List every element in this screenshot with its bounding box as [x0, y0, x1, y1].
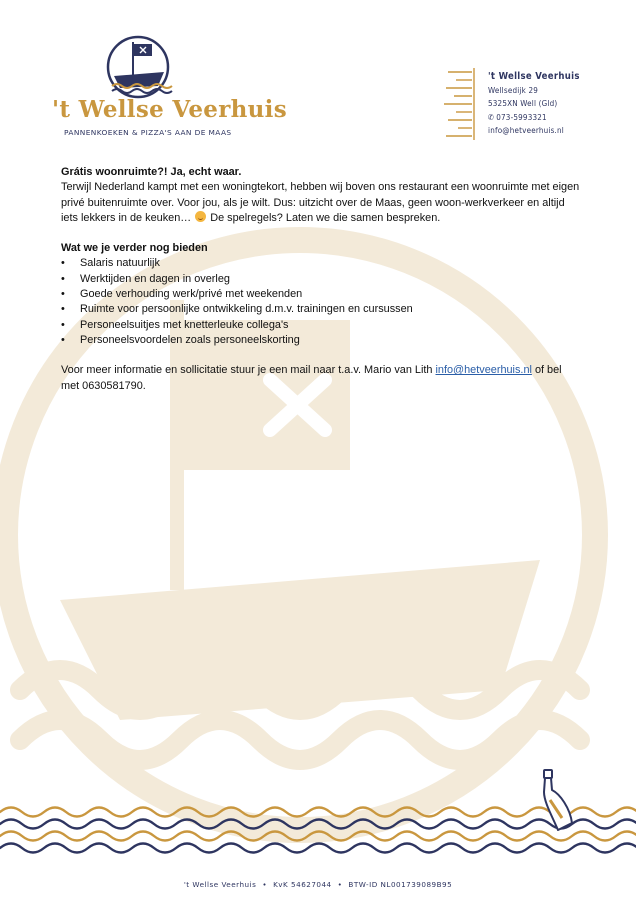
letter-body — [61, 165, 581, 394]
ladder-decoration-graphic — [442, 66, 482, 142]
footer-separator: • — [262, 880, 268, 889]
bullet-icon: • — [61, 333, 65, 346]
footer-name: 't Wellse Veerhuis — [183, 880, 257, 889]
footer-kvk: KvK 54627044 — [273, 880, 332, 889]
benefit-text: Goede verhouding werk/privé met weekenden — [80, 288, 303, 301]
contact-text: Voor meer informatie en sollicitatie stuur je een mail naar t.a.v. Mario van Lith — [61, 364, 433, 377]
address-phone-line — [488, 111, 628, 125]
footer-separator: • — [337, 880, 343, 889]
benefit-text: Werktijden en dagen in overleg — [80, 272, 230, 285]
address-block — [488, 70, 628, 138]
address-street: Wellsedijk 29 — [488, 85, 539, 95]
list-item — [61, 333, 581, 348]
benefit-text: Personeelsuitjes met knetterleuke collega's — [80, 318, 289, 331]
contact-text-end: of bel met 0630581790. — [61, 364, 562, 392]
footer — [0, 880, 636, 889]
address-email[interactable]: info@hetveerhuis.nl — [488, 126, 564, 135]
benefits-list — [61, 256, 581, 348]
bullet-icon: • — [61, 257, 65, 270]
message-bottle-icon — [536, 768, 586, 838]
benefit-text: Ruimte voor persoonlijke ontwikkeling d.m.v. trainingen en cursussen — [80, 303, 413, 316]
list-item — [61, 302, 581, 317]
bullet-icon: • — [61, 272, 65, 285]
list-item — [61, 272, 581, 287]
bullet-icon: • — [61, 288, 65, 301]
bullet-icon: • — [61, 303, 65, 316]
address-phone: 073-5993321 — [496, 112, 547, 122]
benefit-text: Salaris natuurlijk — [80, 257, 160, 270]
list-item — [61, 318, 581, 333]
phone-icon: ✆ — [488, 112, 495, 122]
intro-text-end: De spelregels? Laten we die samen bespreken. — [210, 211, 441, 224]
benefit-text: Personeelsvoordelen zoals personeelskorting — [80, 333, 300, 346]
intro-heading: Grátis woonruimte?! Ja, echt waar. — [61, 166, 242, 178]
intro-paragraph — [61, 180, 581, 226]
email-link[interactable]: info@hetveerhuis.nl — [435, 364, 532, 377]
list-item — [61, 287, 581, 302]
footer-btw: BTW-ID NL001739089B95 — [348, 880, 453, 889]
address-name: 't Wellse Veerhuis — [488, 71, 580, 82]
brand-name: 't Wellse Veerhuis — [52, 96, 287, 123]
brand-tagline: PANNENKOEKEN & PIZZA'S AAN DE MAAS — [64, 128, 232, 137]
winking-face-icon — [195, 211, 206, 222]
benefits-heading: Wat we je verder nog bieden — [61, 242, 208, 255]
address-city: 5325XN Well (Gld) — [488, 99, 558, 108]
bullet-icon: • — [61, 318, 65, 331]
contact-paragraph — [61, 363, 581, 394]
list-item — [61, 256, 581, 271]
intro-text: Terwijl Nederland kampt met een woningtekort, hebben wij boven ons restaurant een woonruimte met eigen privé buitenruimte over. Voor jou, als je wilt. Dus: uitzicht over de Maas, geen woon-werkverkeer en altijd iets lekkers in de keuken… — [61, 181, 580, 224]
